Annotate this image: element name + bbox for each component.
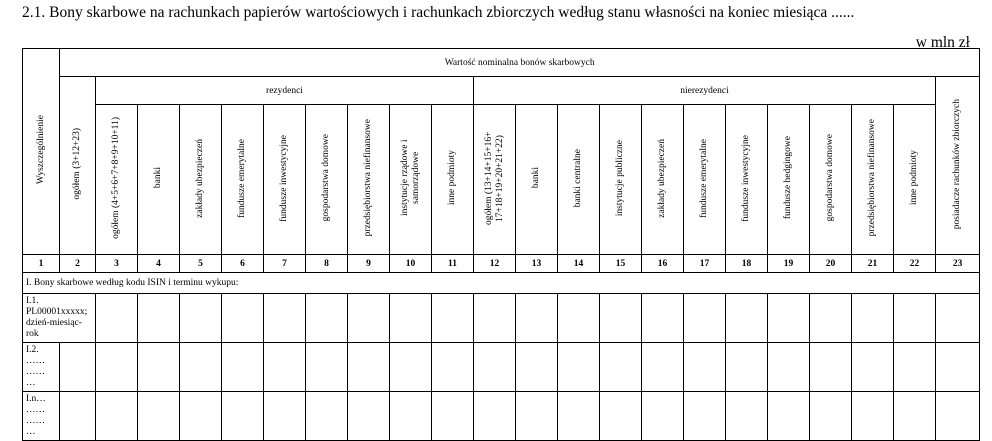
header-col-7: fundusze inwestycyjne [264, 105, 306, 255]
col-number: 11 [432, 255, 474, 273]
table-row [23, 343, 980, 392]
col-number: 23 [936, 255, 980, 273]
header-col-15: instytucje publiczne [600, 105, 642, 255]
header-col-22: inne podmioty [894, 105, 936, 255]
header-col-3: ogółem (4+5+6+7+8+9+10+11) [96, 105, 138, 255]
header-col-8: gospodarstwa domowe [306, 105, 348, 255]
header-col-13: banki [516, 105, 558, 255]
header-wyszczegolnienie: Wyszczególnienie [23, 49, 60, 255]
header-col-2: ogółem (3+12+23) [60, 77, 96, 255]
header-col-14: banki centralne [558, 105, 600, 255]
table-row [23, 392, 980, 441]
col-number: 20 [810, 255, 852, 273]
col-number: 12 [474, 255, 516, 273]
header-col-11: inne podmioty [432, 105, 474, 255]
section-row [23, 273, 980, 294]
row-label: I.n… …… …… … [23, 392, 60, 441]
col-number: 13 [516, 255, 558, 273]
page-title: 2.1. Bony skarbowe na rachunkach papierów wartościowych i rachunkach zbiorczych według stanu własności na koniec miesiąca ...... [22, 4, 855, 21]
unit-label: w mln zł [915, 34, 970, 51]
col-number: 1 [23, 255, 60, 273]
header-col-17: fundusze emerytalne [684, 105, 726, 255]
col-number: 14 [558, 255, 600, 273]
header-col-16: zakłady ubezpieczeń [642, 105, 684, 255]
col-number: 22 [894, 255, 936, 273]
column-numbers-row [23, 255, 980, 273]
header-col-10: instytucje rządowe i samorządowe [390, 105, 432, 255]
col-number: 19 [768, 255, 810, 273]
col-number: 10 [390, 255, 432, 273]
header-col-20: gospodarstwa domowe [810, 105, 852, 255]
header-col-9: przedsiębiorstwa niefinansowe [348, 105, 390, 255]
header-group-value: Wartość nominalna bonów skarbowych [60, 49, 980, 77]
header-nonresidents: nierezydenci [474, 77, 936, 105]
col-number: 8 [306, 255, 348, 273]
header-col-19: fundusze hedgingowe [768, 105, 810, 255]
header-col-18: fundusze inwestycyjne [726, 105, 768, 255]
row-label: I.2. …… …… … [23, 343, 60, 392]
section-label: I. Bony skarbowe według kodu ISIN i terminu wykupu: [23, 273, 980, 294]
header-col-21: przedsiębiorstwa niefinansowe [852, 105, 894, 255]
row-label: I.1. PL00001xxxxx; dzień-miesiąc-rok [23, 294, 96, 343]
col-number: 7 [264, 255, 306, 273]
col-number: 21 [852, 255, 894, 273]
header-col-23: posiadacze rachunków zbiorczych [936, 77, 980, 255]
col-number: 15 [600, 255, 642, 273]
col-number: 9 [348, 255, 390, 273]
securities-table [22, 48, 980, 441]
col-number: 4 [138, 255, 180, 273]
header-col-4: banki [138, 105, 180, 255]
col-number: 18 [726, 255, 768, 273]
col-number: 16 [642, 255, 684, 273]
header-residents: rezydenci [96, 77, 474, 105]
header-col-5: zakłady ubezpieczeń [180, 105, 222, 255]
col-number: 17 [684, 255, 726, 273]
table-row [23, 294, 980, 343]
header-col-12: ogółem (13+14+15+16+ 17+18+19+20+21+22) [474, 105, 516, 255]
col-number: 2 [60, 255, 96, 273]
col-number: 3 [96, 255, 138, 273]
header-col-6: fundusze emerytalne [222, 105, 264, 255]
col-number: 5 [180, 255, 222, 273]
col-number: 6 [222, 255, 264, 273]
